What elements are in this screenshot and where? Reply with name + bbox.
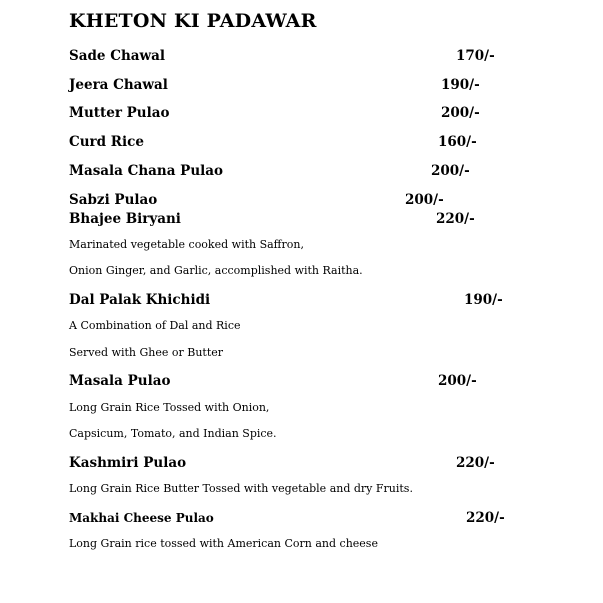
item-price-bhajee-biryani: 220/- bbox=[436, 211, 475, 227]
item-name-makhai-cheese-pulao: Makhai Cheese Pulao bbox=[69, 511, 214, 525]
item-desc-dal-palak-khichidi-1: A Combination of Dal and Rice bbox=[69, 319, 241, 332]
item-price-makhai-cheese-pulao: 220/- bbox=[466, 510, 505, 526]
item-name-sade-chawal: Sade Chawal bbox=[69, 48, 166, 64]
item-price-masala-chana-pulao: 200/- bbox=[431, 163, 470, 179]
item-name-bhajee-biryani: Bhajee Biryani bbox=[69, 211, 181, 227]
item-name-masala-chana-pulao: Masala Chana Pulao bbox=[69, 163, 224, 179]
item-name-sabzi-pulao: Sabzi Pulao bbox=[69, 192, 158, 208]
item-name-jeera-chawal: Jeera Chawal bbox=[69, 77, 168, 93]
item-desc-dal-palak-khichidi-2: Served with Ghee or Butter bbox=[69, 346, 224, 359]
menu-title: KHETON KI PADAWAR bbox=[69, 10, 317, 32]
item-price-curd-rice: 160/- bbox=[438, 134, 477, 150]
item-price-sade-chawal: 170/- bbox=[456, 48, 495, 64]
item-desc-masala-pulao-1: Long Grain Rice Tossed with Onion, bbox=[69, 401, 270, 414]
item-name-dal-palak-khichidi: Dal Palak Khichidi bbox=[69, 292, 211, 308]
item-desc-makhai-cheese-pulao-1: Long Grain rice tossed with American Corn and cheese bbox=[69, 537, 378, 550]
item-name-mutter-pulao: Mutter Pulao bbox=[69, 105, 170, 121]
item-price-dal-palak-khichidi: 190/- bbox=[464, 292, 503, 308]
item-price-mutter-pulao: 200/- bbox=[441, 105, 480, 121]
item-desc-masala-pulao-2: Capsicum, Tomato, and Indian Spice. bbox=[69, 427, 277, 440]
item-name-kashmiri-pulao: Kashmiri Pulao bbox=[69, 455, 187, 471]
item-desc-bhajee-biryani-2: Onion Ginger, and Garlic, accomplished with Raitha. bbox=[69, 264, 363, 277]
item-desc-bhajee-biryani-1: Marinated vegetable cooked with Saffron, bbox=[69, 238, 304, 251]
item-price-sabzi-pulao: 200/- bbox=[405, 192, 444, 208]
item-price-masala-pulao: 200/- bbox=[438, 373, 477, 389]
item-name-curd-rice: Curd Rice bbox=[69, 134, 144, 150]
item-price-kashmiri-pulao: 220/- bbox=[456, 455, 495, 471]
item-name-masala-pulao: Masala Pulao bbox=[69, 373, 171, 389]
item-desc-kashmiri-pulao-1: Long Grain Rice Butter Tossed with vegetable and dry Fruits. bbox=[69, 482, 413, 495]
item-price-jeera-chawal: 190/- bbox=[441, 77, 480, 93]
